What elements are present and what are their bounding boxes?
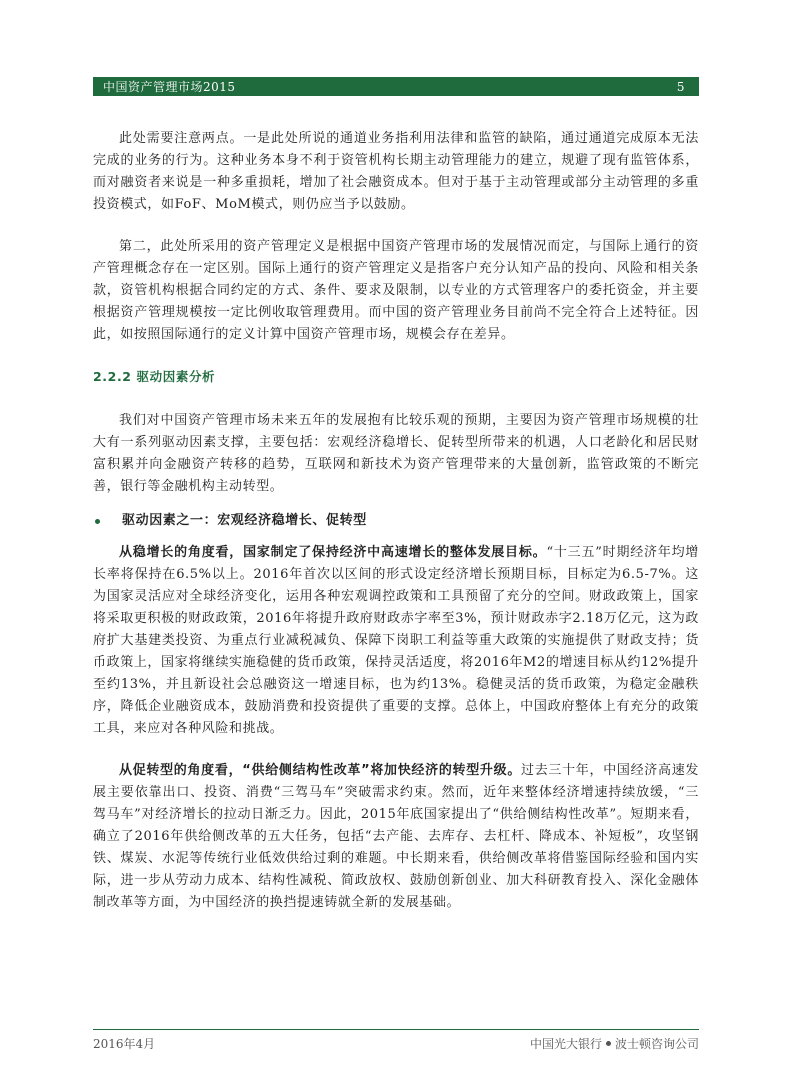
- paragraph-stable-growth-lead: 从稳增长的角度看，国家制定了保持经济中高速增长的整体发展目标。: [119, 545, 547, 560]
- section-heading: 2.2.2 驱动因素分析: [93, 369, 216, 384]
- paragraph-definition: 第二，此处所采用的资产管理定义是根据中国资产管理市场的发展情况而定，与国际上通行的资产管理概念存在一定区别。国际上通行的资产管理定义是指客户充分认知产品的投向、风险和相关条款，资管机构根据合同约定的方式、条件、要求及限制，以专业的方式管理客户的委托资金，并主要根据资产管理规模按一定比例收取管理费用。而中国的资产管理业务目前尚不完全符合上述特征。因此，如按照国际通行的定义计算中国资产管理市场，规模会存在差异。: [93, 239, 699, 342]
- footer-organizations: [530, 1035, 699, 1052]
- main-content: [93, 128, 699, 914]
- paragraph-transformation: [93, 760, 699, 914]
- page-footer: [93, 1035, 699, 1052]
- footer-org-right: 波士顿咨询公司: [614, 1037, 699, 1051]
- footer-date: 2016年4月: [93, 1037, 156, 1051]
- footer-divider: [93, 1029, 699, 1030]
- paragraph-transformation-lead: 从促转型的角度看，“供给侧结构性改革”将加快经济的转型升级。: [119, 763, 522, 778]
- bullet-heading: [93, 510, 699, 532]
- paragraph-channel-business: 此处需要注意两点。一是此处所说的通道业务指利用法律和监管的缺陷，通过通道完成原本无法完成的业务的行为。这种业务本身不利于资管机构长期主动管理能力的建立，规避了现有监管体系，而对融资者来说是一种多重损耗，增加了社会融资成本。但对于基于主动管理或部分主动管理的多重投资模式，如FoF、MoM模式，则仍应当予以鼓励。: [93, 131, 699, 212]
- paragraph-stable-growth: [93, 542, 699, 740]
- bullet-heading-text: 驱动因素之一：宏观经济稳增长、促转型: [122, 513, 367, 528]
- footer-separator-dot: [606, 1041, 611, 1046]
- header-title: 中国资产管理市场2015: [103, 80, 236, 94]
- page-number: 5: [676, 79, 685, 94]
- bullet-icon: [95, 519, 100, 524]
- paragraph-transformation-body: 过去三十年，中国经济高速发展主要依靠出口、投资、消费“三驾马车”突破需求约束。然而，近年来整体经济增速持续放缓，“三驾马车”对经济增长的拉动日渐乏力。因此，2015年底国家提出了“供给侧结构性改革”。短期来看，确立了2016年供给侧改革的五大任务，包括“去产能、去库存、去杠杆、降成本、补短板”，攻坚钢铁、煤炭、水泥等传统行业低效供给过剩的难题。中长期来看，供给侧改革将借鉴国际经验和国内实际，进一步从劳动力成本、结构性减税、简政放权、鼓励创新创业、加大科研教育投入、深化金融体制改革等方面，为中国经济的换挡提速铸就全新的发展基础。: [93, 763, 699, 910]
- paragraph-drivers-intro: 我们对中国资产管理市场未来五年的发展抱有比较乐观的预期，主要因为资产管理市场规模的壮大有一系列驱动因素支撑，主要包括：宏观经济稳增长、促转型所带来的机遇，人口老龄化和居民财富积累并向金融资产转移的趋势，互联网和新技术为资产管理带来的大量创新，监管政策的不断完善，银行等金融机构主动转型。: [93, 413, 699, 494]
- paragraph-stable-growth-body: “十三五”时期经济年均增长率将保持在6.5%以上。2016年首次以区间的形式设定经济增长预期目标，目标定为6.5-7%。这为国家灵活应对全球经济变化，运用各种宏观调控政策和工具预留了充分的空间。财政政策上，国家将采取更积极的财政政策，2016年将提升政府财政赤字率至3%，预计财政赤字2.18万亿元，这为政府扩大基建类投资、为重点行业减税减负、保障下岗职工利益等重大政策的实施提供了财政支持；货币政策上，国家将继续实施稳健的货币政策，保持灵活适度，将2016年M2的增速目标从约12%提升至约13%，并且新设社会总融资这一增速目标，也为约13%。稳健灵活的货币政策，为稳定金融秩序，降低企业融资成本，鼓励消费和投资提供了重要的支撑。总体上，中国政府整体上有充分的政策工具，来应对各种风险和挑战。: [93, 545, 699, 736]
- footer-org-left: 中国光大银行: [529, 1037, 602, 1051]
- page-header-bar: [93, 77, 699, 96]
